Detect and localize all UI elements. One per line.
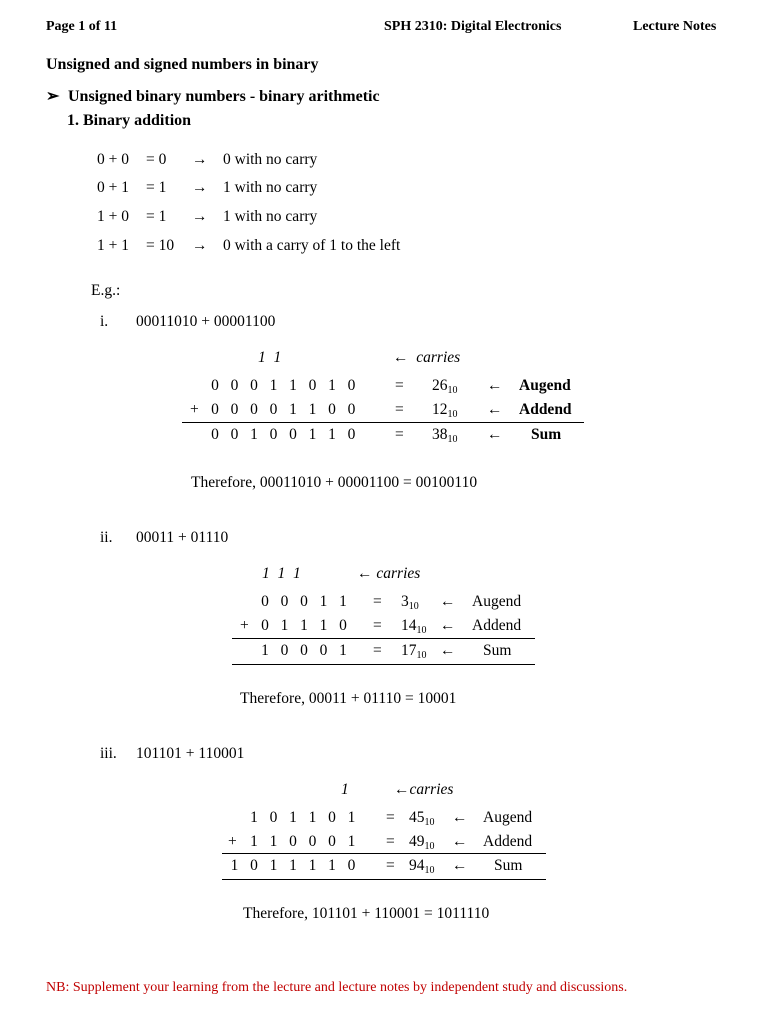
addend-row-digit: 1 [347,833,356,850]
rule-equals: = 1 [146,179,167,196]
footer-note: NB: Supplement your learning from the lecture and lecture notes by independent study and discussions. [46,980,628,995]
augend-row-digit: 1 [289,377,297,394]
augend-row-decimal [401,594,419,610]
rule-equals: = 1 [146,208,167,225]
base-subscript: 10 [447,434,458,445]
plus-sign: + [190,401,199,418]
sum-row-digit: 1 [261,642,269,659]
rule-result: 0 with a carry of 1 to the left [223,237,401,254]
rule-lhs: 1 + 1 [97,237,129,254]
sum-bottom-line [232,664,535,665]
sum-row-digit: 1 [250,426,258,443]
augend-row-decimal [432,378,458,394]
carries-label: ←carries [394,781,454,798]
sum-row-digit: 0 [211,426,219,443]
base-subscript: 10 [447,385,458,396]
rule-equals: = 10 [146,237,175,254]
doc-type: Lecture Notes [633,19,717,34]
left-arrow: ← [440,617,456,634]
left-arrow: ← [440,642,456,659]
section-title: Unsigned binary numbers - binary arithmetic [68,88,380,105]
example-number: iii. [100,745,117,762]
left-arrow: ← [487,426,503,443]
decimal-value: 94 [409,857,425,874]
sum-row-decimal [432,427,458,443]
base-subscript: 10 [424,865,435,876]
base-subscript: 10 [424,841,435,852]
carries-label: ← carries [393,349,461,366]
left-arrow: ← [487,401,503,418]
example-expression: 101101 + 110001 [136,745,245,762]
rule-arrow: → [192,151,208,168]
carries-label: ← carries [357,565,421,582]
augend-row-digit: 1 [308,809,317,826]
left-arrow: ← [487,377,503,394]
subsection-title: 1. Binary addition [67,112,192,129]
sum-divider-line [222,853,546,854]
augend-row-digit: 1 [289,809,297,826]
augend-row-digit: 0 [347,377,356,394]
augend-row-digit: 1 [319,593,328,610]
left-arrow: ← [440,593,456,610]
augend-row-label: Augend [472,593,522,610]
sum-row-digit: 0 [347,426,356,443]
augend-row-digit: 0 [261,593,269,610]
sum-row-digit: 1 [308,857,317,874]
equals-sign: = [395,377,404,394]
addend-row-digit: 0 [269,401,278,418]
addend-row-label: Addend [483,833,533,850]
page-number: Page 1 of 11 [46,19,118,34]
decimal-value: 3 [401,593,409,610]
sum-row-label: Sum [531,426,562,443]
addend-row-digit: 0 [261,617,269,634]
sum-row-digit: 1 [269,857,278,874]
base-subscript: 10 [408,601,419,612]
sum-row-digit: 0 [250,857,258,874]
example-conclusion: Therefore, 00011 + 01110 = 10001 [240,690,457,707]
augend-row-digit: 0 [250,377,258,394]
addend-row-label: Addend [519,401,572,418]
rule-lhs: 0 + 0 [97,151,129,168]
left-arrow: ← [452,809,468,826]
left-arrow: ← [452,857,468,874]
addend-row-decimal [409,834,435,850]
equals-sign: = [386,809,395,826]
example-conclusion: Therefore, 101101 + 110001 = 1011110 [243,905,490,922]
addend-row-digit: 1 [319,617,328,634]
decimal-value: 45 [409,809,425,826]
plus-sign: + [228,833,237,850]
equals-sign: = [386,833,395,850]
rule-result: 1 with no carry [223,179,318,196]
addend-row-decimal [432,402,458,418]
decimal-value: 12 [432,401,448,418]
equals-sign: = [373,593,382,610]
addend-row-digit: 0 [230,401,239,418]
equals-sign: = [373,642,382,659]
rule-result: 0 with no carry [223,151,318,168]
rule-lhs: 1 + 0 [97,208,129,225]
sum-row-digit: 0 [347,857,356,874]
addend-row-digit: 0 [289,833,297,850]
decimal-value: 49 [409,833,425,850]
decimal-value: 14 [401,617,417,634]
sum-row-digit: 0 [269,426,278,443]
addend-row-digit: 0 [250,401,258,418]
base-subscript: 10 [447,409,458,420]
decimal-value: 26 [432,377,448,394]
augend-row-digit: 1 [328,377,336,394]
augend-row-digit: 1 [339,593,347,610]
equals-sign: = [373,617,382,634]
addend-row-digit: 1 [269,833,278,850]
section-bullet: ➢ [46,88,60,105]
augend-row-digit: 0 [280,593,289,610]
addend-row-digit: 0 [339,617,347,634]
sum-row-digit: 0 [319,642,328,659]
example-number: i. [100,313,109,330]
sum-row-digit: 1 [230,857,239,874]
sum-row-label: Sum [483,642,512,659]
augend-row-digit: 0 [230,377,239,394]
equals-sign: = [395,426,404,443]
addend-row-label: Addend [472,617,522,634]
addend-row-digit: 0 [211,401,219,418]
augend-row-decimal [409,810,435,826]
augend-row-digit: 0 [269,809,278,826]
addend-row-digit: 1 [308,401,317,418]
equals-sign: = [395,401,404,418]
addend-row-digit: 1 [289,401,297,418]
addend-row-digit: 0 [347,401,356,418]
sum-divider-line [232,638,535,639]
addend-row-digit: 1 [300,617,308,634]
sum-row-decimal [401,643,427,659]
addend-row-decimal [401,618,427,634]
decimal-value: 17 [401,642,417,659]
augend-row-digit: 0 [308,377,317,394]
sum-bottom-line [222,879,546,880]
base-subscript: 10 [416,625,427,636]
augend-row-digit: 1 [347,809,356,826]
addend-row-digit: 0 [328,401,336,418]
example-label: E.g.: [91,282,121,299]
addend-row-digit: 0 [308,833,317,850]
example-expression: 00011010 + 00001100 [136,313,276,330]
plus-sign: + [240,617,249,634]
sum-row-digit: 1 [339,642,347,659]
sum-row-digit: 0 [300,642,308,659]
rule-lhs: 0 + 1 [97,179,129,196]
addend-row-digit: 1 [280,617,289,634]
sum-divider-line [182,422,584,423]
augend-row-digit: 0 [211,377,219,394]
sum-row-digit: 1 [308,426,317,443]
augend-row-label: Augend [519,377,571,394]
augend-row-digit: 0 [300,593,308,610]
decimal-value: 38 [432,426,448,443]
addend-row-digit: 1 [250,833,258,850]
rule-equals: = 0 [146,151,167,168]
equals-sign: = [386,857,395,874]
course-title: SPH 2310: Digital Electronics [384,19,562,34]
example-number: ii. [100,529,113,546]
page-title: Unsigned and signed numbers in binary [46,56,319,73]
carry-digits: 1 1 1 [262,565,301,582]
sum-row-digit: 0 [289,426,297,443]
example-conclusion: Therefore, 00011010 + 00001100 = 00100110 [191,474,478,491]
sum-row-digit: 0 [280,642,289,659]
carry-digits: 1 1 [258,349,282,366]
augend-row-digit: 0 [328,809,336,826]
augend-row-digit: 1 [269,377,278,394]
example-expression: 00011 + 01110 [136,529,229,546]
carry-digits: 1 [341,781,349,798]
sum-row-digit: 1 [328,857,336,874]
addend-row-digit: 0 [328,833,336,850]
augend-row-digit: 1 [250,809,258,826]
sum-row-label: Sum [494,857,523,874]
base-subscript: 10 [416,650,427,661]
base-subscript: 10 [424,817,435,828]
rule-arrow: → [192,208,208,225]
sum-row-digit: 0 [230,426,239,443]
augend-row-label: Augend [483,809,533,826]
rule-arrow: → [192,179,208,196]
rule-result: 1 with no carry [223,208,318,225]
sum-row-decimal [409,858,435,874]
left-arrow: ← [452,833,468,850]
sum-row-digit: 1 [328,426,336,443]
rule-arrow: → [192,237,208,254]
sum-row-digit: 1 [289,857,297,874]
